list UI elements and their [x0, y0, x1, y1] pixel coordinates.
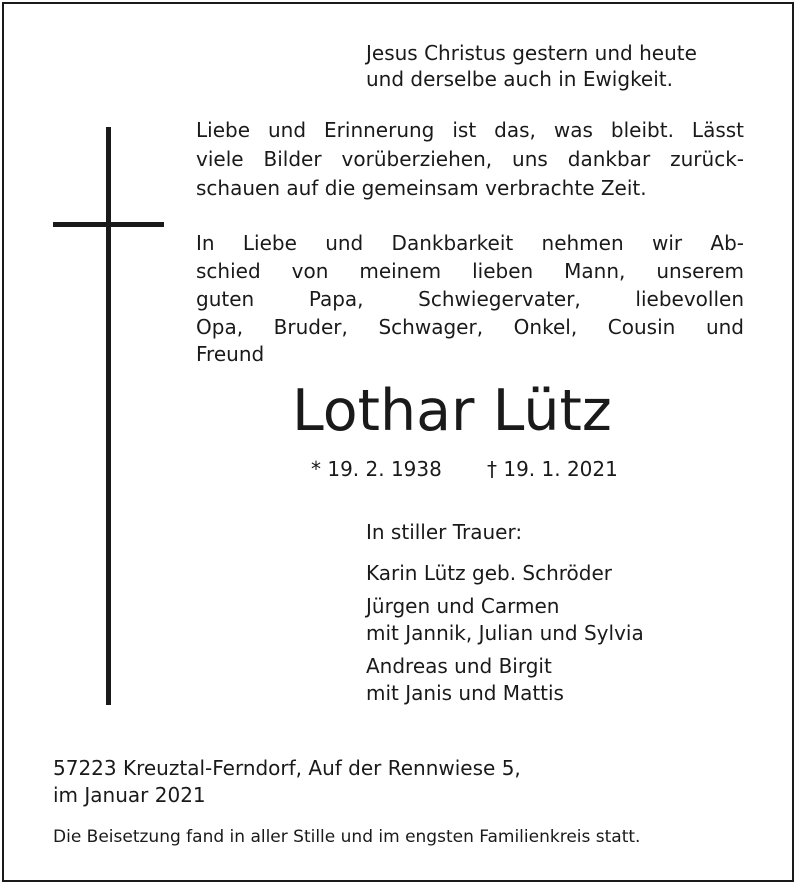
mourners-heading: In stiller Trauer:: [366, 520, 523, 544]
paragraph2-line-4: Opa, Bruder, Schwager, Onkel, Cousin und: [196, 315, 744, 339]
mourner-line-2: Jürgen und Carmen: [366, 594, 560, 618]
paragraph1-line-2: viele Bilder vorüberziehen, uns dankbar zurück-: [196, 147, 744, 171]
address-line-1: 57223 Kreuztal-Ferndorf, Auf der Rennwiese 5,: [53, 756, 521, 780]
paragraph2-line-3: guten Papa, Schwiegervater, liebevollen: [196, 287, 744, 311]
paragraph1-line-1: Liebe und Erinnerung ist das, was bleibt. Lässt: [196, 118, 744, 142]
birth-date: * 19. 2. 1938: [311, 457, 442, 481]
paragraph2-line-5: Freund: [196, 342, 265, 366]
deceased-name: Lothar Lütz: [292, 378, 612, 444]
mourner-line-1: Karin Lütz geb. Schröder: [366, 561, 613, 585]
paragraph1-line-3: schauen auf die gemeinsam verbrachte Zeit.: [196, 176, 647, 200]
cross-icon: [106, 127, 111, 705]
death-date: † 19. 1. 2021: [487, 457, 618, 481]
address-line-2: im Januar 2021: [53, 783, 206, 807]
mourner-line-4: Andreas und Birgit: [366, 654, 552, 678]
verse-line-1: Jesus Christus gestern und heute: [366, 41, 697, 65]
verse-line-2: und derselbe auch in Ewigkeit.: [366, 67, 673, 91]
paragraph2-line-1: In Liebe und Dankbarkeit nehmen wir Ab-: [196, 231, 744, 255]
burial-note: Die Beisetzung fand in aller Stille und im engsten Familienkreis statt.: [53, 827, 641, 847]
paragraph2-line-2: schied von meinem lieben Mann, unserem: [196, 259, 744, 283]
mourner-line-5: mit Janis und Mattis: [366, 681, 564, 705]
cross-icon-bar: [53, 222, 164, 227]
mourner-line-3: mit Jannik, Julian und Sylvia: [366, 621, 644, 645]
